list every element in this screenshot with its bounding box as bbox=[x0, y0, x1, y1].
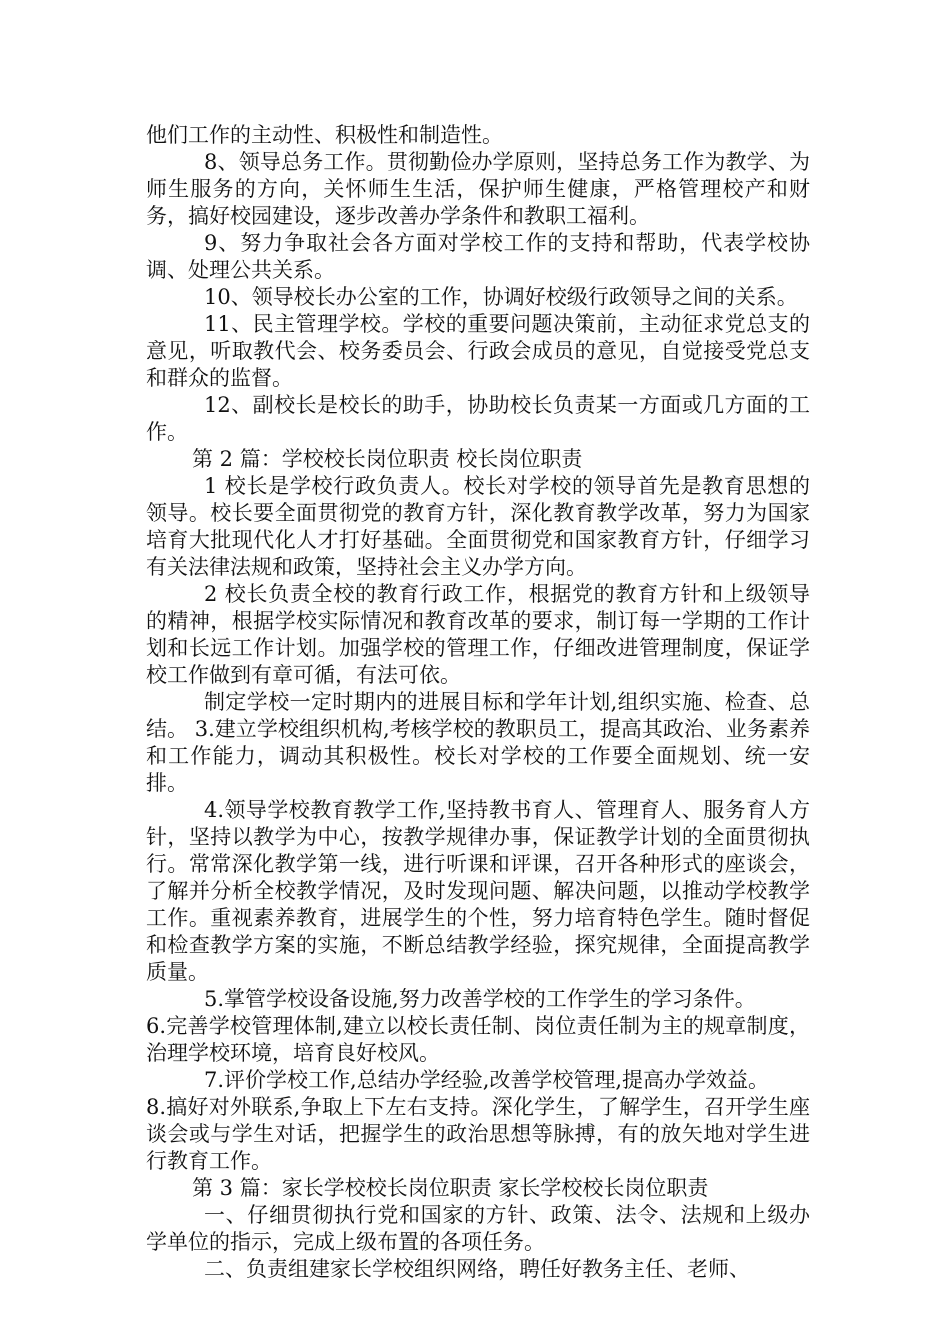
paragraph-duty-2: 2 校长负责全校的教育行政工作，根据党的教育方针和上级领导的精神，根据学校实际情况和教育改革的要求，制订每一学期的工作计划和长远工作计划。加强学校的管理工作，仔细改进管理制度，保证学校工作做到有章可循，有法可依。 bbox=[146, 582, 810, 687]
paragraph-item-11: 11、民主管理学校。学校的重要问题决策前，主动征求党总支的意见，听取教代会、校务委员会、行政会成员的意见，自觉接受党总支和群众的监督。 bbox=[146, 312, 810, 390]
paragraph-parent-school-2: 二、负责组建家长学校组织网络，聘任好教务主任、老师、 bbox=[204, 1257, 750, 1281]
paragraph-duty-8: 8.搞好对外联系,争取上下左右支持。深化学生，了解学生，召开学生座谈会或与学生对话，把握学生的政治思想等脉搏，有的放矢地对学生进行教育工作。 bbox=[146, 1095, 810, 1173]
paragraph-duty-4: 4.领导学校教育教学工作,坚持教书育人、管理育人、服务育人方针，坚持以教学为中心，按教学规律办事，保证教学计划的全面贯彻执行。常常深化教学第一线，进行听课和评课，召开各种形式的座谈会，了解并分析全校教学情况，及时发现问题、解决问题，以推动学校教学工作。重视素养教育，进展学生的个性，努力培育特色学生。随时督促和检查教学方案的实施，不断总结教学经验，探究规律，全面提高教学质量。 bbox=[146, 798, 810, 984]
paragraph-duty-1: 1 校长是学校行政负责人。校长对学校的领导首先是教育思想的领导。校长要全面贯彻党的教育方针，深化教育教学改革，努力为国家培育大批现代化人才打好基础。全面贯彻党和国家教育方针，仔细学习有关法律法规和政策，坚持社会主义办学方向。 bbox=[146, 474, 810, 579]
paragraph-item-9: 9、努力争取社会各方面对学校工作的支持和帮助，代表学校协调、处理公共关系。 bbox=[146, 231, 810, 282]
paragraph-item-12: 12、副校长是校长的助手，协助校长负责某一方面或几方面的工作。 bbox=[146, 393, 810, 444]
paragraph-duty-6: 6.完善学校管理体制,建立以校长责任制、岗位责任制为主的规章制度，治理学校环境，培育良好校风。 bbox=[146, 1014, 810, 1065]
paragraph-continuation: 他们工作的主动性、积极性和制造性。 bbox=[146, 123, 503, 147]
paragraph-parent-school-1: 一、仔细贯彻执行党和国家的方针、政策、法令、法规和上级办学单位的指示，完成上级布置的各项任务。 bbox=[146, 1203, 810, 1254]
paragraph-duty-plan: 制定学校一定时期内的进展目标和学年计划,组织实施、检查、总结。 3.建立学校组织机构,考核学校的教职员工，提高其政治、业务素养和工作能力，调动其积极性。校长对学校的工作要全面规划、统一安排。 bbox=[146, 690, 810, 795]
paragraph-item-8: 8、领导总务工作。贯彻勤俭办学原则，坚持总务工作为教学、为师生服务的方向，关怀师生生活，保护师生健康，严格管理校产和财务，搞好校园建设，逐步改善办学条件和教职工福利。 bbox=[146, 150, 810, 228]
paragraph-duty-5: 5.掌管学校设备设施,努力改善学校的工作学生的学习条件。 bbox=[204, 987, 756, 1011]
section-heading-2: 第 2 篇：学校校长岗位职责 校长岗位职责 bbox=[192, 447, 583, 471]
paragraph-duty-7: 7.评价学校工作,总结办学经验,改善学校管理,提高办学效益。 bbox=[204, 1068, 770, 1092]
document-body bbox=[146, 122, 810, 1283]
paragraph-item-10: 10、领导校长办公室的工作，协调好校级行政领导之间的关系。 bbox=[204, 285, 798, 309]
section-heading-3: 第 3 篇：家长学校校长岗位职责 家长学校校长岗位职责 bbox=[192, 1176, 709, 1200]
